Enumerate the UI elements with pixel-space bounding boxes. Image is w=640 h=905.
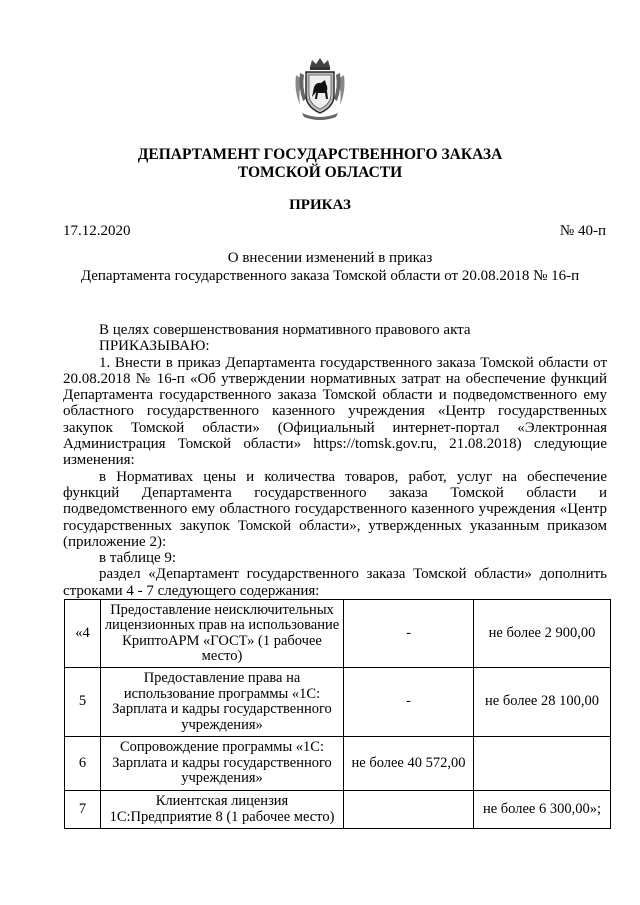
preamble-line1: В целях совершенствования нормативного правового акта xyxy=(99,322,471,338)
subject-line1: О внесении изменений в приказ xyxy=(227,250,433,266)
table-row xyxy=(65,791,611,829)
row-col4: не более 2 900,00 xyxy=(474,600,611,668)
document-body xyxy=(63,322,607,599)
table-reference: в таблице 9: xyxy=(99,550,177,567)
item-1-subparagraph: в Нормативах цены и количества товаров, работ, услуг на обеспечение функций Департамента государственного заказа Томской области и подведомственного ему областного государственного казенного учреждения «Центр государственных закупок Томской области», утвержденных указанным приказом (приложение 2): xyxy=(63,468,607,550)
norms-table xyxy=(64,599,611,829)
document-type: ПРИКАЗ xyxy=(289,197,351,213)
row-col3 xyxy=(344,791,474,829)
row-name: Предоставление права на использование программы «1С: Зарплата и кадры государственного учреждения» xyxy=(101,668,344,737)
item-1-paragraph: 1. Внести в приказ Департамента государственного заказа Томской области от 20.08.2018 № 16-п «Об утверждении нормативных затрат на обеспечение функций Департамента государственного заказа Томской области и подведомственного ему областного государственного казенного учреждения «Центр государственных закупок Томской области» (Официальный интернет-портал «Электронная Администрация Томской области» https://tomsk.gov.ru, 21.08.2018) следующие изменения: xyxy=(63,354,607,469)
preamble-line2: ПРИКАЗЫВАЮ: xyxy=(99,338,210,355)
row-number: 5 xyxy=(65,668,101,737)
row-col4: не более 28 100,00 xyxy=(474,668,611,737)
row-col4 xyxy=(474,737,611,791)
coat-of-arms-emblem xyxy=(292,57,348,123)
row-name: Сопровождение программы «1С: Зарплата и кадры государственного учреждения» xyxy=(101,737,344,791)
row-col3: не более 40 572,00 xyxy=(344,737,474,791)
table-row xyxy=(65,737,611,791)
row-name: Предоставление неисключительных лицензионных прав на использование КриптоАРМ «ГОСТ» (1 рабочее место) xyxy=(101,600,344,668)
table-row xyxy=(65,600,611,668)
department-title-line1: ДЕПАРТАМЕНТ ГОСУДАРСТВЕННОГО ЗАКАЗА xyxy=(137,146,503,163)
row-number: 7 xyxy=(65,791,101,829)
row-col3: - xyxy=(344,668,474,737)
subject-line2: Департамента государственного заказа Томской области от 20.08.2018 № 16-п xyxy=(80,268,580,284)
department-title-line2: ТОМСКОЙ ОБЛАСТИ xyxy=(237,164,403,181)
order-number: № 40-п xyxy=(559,223,606,239)
row-col3: - xyxy=(344,600,474,668)
section-addition-text: раздел «Департамент государственного заказа Томской области» дополнить строками 4 - 7 следующего содержания: xyxy=(63,566,607,599)
row-number: «4 xyxy=(65,600,101,668)
order-date: 17.12.2020 xyxy=(63,223,131,239)
table-row xyxy=(65,668,611,737)
row-number: 6 xyxy=(65,737,101,791)
row-col4: не более 6 300,00»; xyxy=(474,791,611,829)
row-name: Клиентская лицензия 1С:Предприятие 8 (1 рабочее место) xyxy=(101,791,344,829)
